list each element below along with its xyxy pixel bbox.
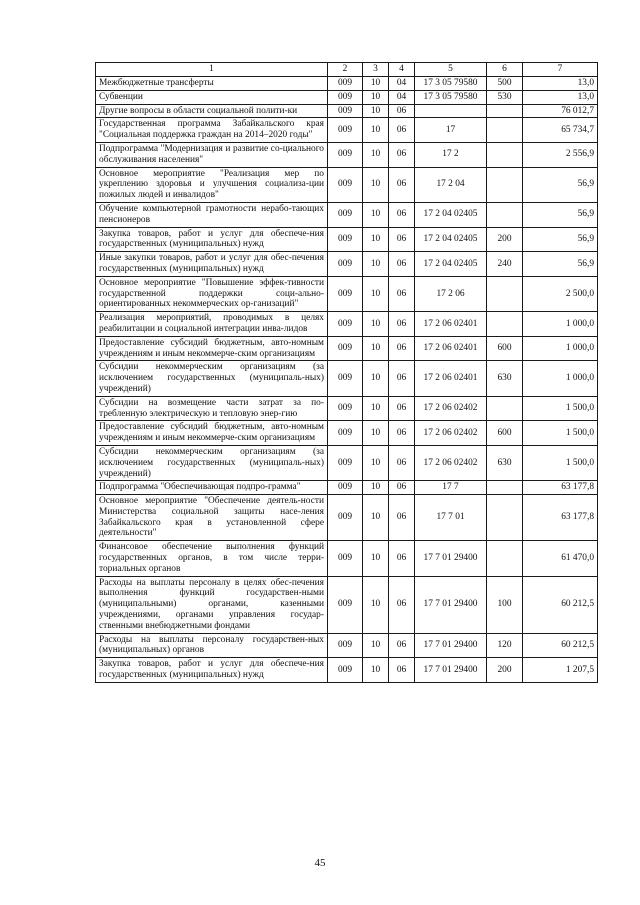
row-expense-type-code: 100 bbox=[487, 576, 523, 633]
row-section-code: 10 bbox=[363, 167, 389, 202]
table-row bbox=[96, 104, 598, 118]
row-subsection-code: 06 bbox=[389, 252, 415, 277]
row-name: Закупка товаров, работ и услуг для обеспече-ния государственных (муниципальных) нужд bbox=[96, 227, 328, 252]
row-amount: 61 470,0 bbox=[523, 541, 598, 576]
row-name: Реализация мероприятий, проводимых в целях реабилитации и социальной интеграции инва-лидов bbox=[96, 312, 328, 337]
row-amount: 56,9 bbox=[523, 202, 598, 227]
row-target-code: 17 7 01 29400 bbox=[415, 576, 487, 633]
row-section-code: 10 bbox=[363, 576, 389, 633]
row-section-code: 10 bbox=[363, 421, 389, 446]
row-subsection-code: 06 bbox=[389, 495, 415, 541]
table-row bbox=[96, 396, 598, 421]
row-ved-code: 009 bbox=[328, 227, 363, 252]
row-amount: 56,9 bbox=[523, 227, 598, 252]
row-target-code: 17 2 04 02405 bbox=[415, 202, 487, 227]
row-section-code: 10 bbox=[363, 227, 389, 252]
row-ved-code: 009 bbox=[328, 336, 363, 361]
row-target-code: 17 2 06 02402 bbox=[415, 421, 487, 446]
table-row bbox=[96, 77, 598, 91]
header-cell-7: 7 bbox=[523, 63, 598, 77]
row-subsection-code: 06 bbox=[389, 276, 415, 311]
row-ved-code: 009 bbox=[328, 312, 363, 337]
row-name: Финансовое обеспечение выполнения функций государственных органов, в том числе терри-ториальных органов bbox=[96, 541, 328, 576]
row-amount: 56,9 bbox=[523, 167, 598, 202]
row-expense-type-code bbox=[487, 541, 523, 576]
row-subsection-code: 06 bbox=[389, 445, 415, 480]
row-name: Расходы на выплаты персоналу государствен-ных (муниципальных) органов bbox=[96, 633, 328, 658]
row-subsection-code: 06 bbox=[389, 361, 415, 396]
table-row bbox=[96, 361, 598, 396]
row-subsection-code: 06 bbox=[389, 142, 415, 167]
row-subsection-code: 06 bbox=[389, 104, 415, 118]
row-name: Основное мероприятие "Обеспечение деятель-ности Министерства социальной защиты насе-ления Забайкальского края в установленной сфере деятельности" bbox=[96, 495, 328, 541]
row-expense-type-code bbox=[487, 202, 523, 227]
row-name: Подпрограмма "Модернизация и развитие со-циального обслуживания населения" bbox=[96, 142, 328, 167]
row-target-code: 17 2 06 02402 bbox=[415, 445, 487, 480]
table-row bbox=[96, 658, 598, 683]
row-name: Субсидии на возмещение части затрат за по-требленную электрическую и тепловую энер-гию bbox=[96, 396, 328, 421]
table-row bbox=[96, 336, 598, 361]
row-subsection-code: 06 bbox=[389, 421, 415, 446]
row-section-code: 10 bbox=[363, 77, 389, 91]
row-ved-code: 009 bbox=[328, 421, 363, 446]
row-name: Субсидии некоммерческим организациям (за исключением государственных (муниципаль-ных) учреждений) bbox=[96, 361, 328, 396]
row-target-code: 17 2 04 02405 bbox=[415, 252, 487, 277]
row-target-code: 17 2 06 02401 bbox=[415, 336, 487, 361]
row-ved-code: 009 bbox=[328, 202, 363, 227]
row-target-code bbox=[415, 104, 487, 118]
row-section-code: 10 bbox=[363, 445, 389, 480]
row-ved-code: 009 bbox=[328, 481, 363, 495]
row-subsection-code: 06 bbox=[389, 312, 415, 337]
row-target-code: 17 2 06 bbox=[415, 276, 487, 311]
row-name: Обучение компьютерной грамотности нерабо-тающих пенсионеров bbox=[96, 202, 328, 227]
row-ved-code: 009 bbox=[328, 495, 363, 541]
row-ved-code: 009 bbox=[328, 167, 363, 202]
row-amount: 1 000,0 bbox=[523, 336, 598, 361]
row-expense-type-code bbox=[487, 276, 523, 311]
header-cell-6: 6 bbox=[487, 63, 523, 77]
row-expense-type-code: 600 bbox=[487, 336, 523, 361]
page-number: 45 bbox=[314, 857, 326, 869]
row-name: Закупка товаров, работ и услуг для обеспече-ния государственных (муниципальных) нужд bbox=[96, 658, 328, 683]
row-expense-type-code: 500 bbox=[487, 77, 523, 91]
row-expense-type-code: 200 bbox=[487, 658, 523, 683]
row-amount: 1 500,0 bbox=[523, 445, 598, 480]
row-subsection-code: 06 bbox=[389, 658, 415, 683]
row-amount: 1 207,5 bbox=[523, 658, 598, 683]
row-section-code: 10 bbox=[363, 633, 389, 658]
row-ved-code: 009 bbox=[328, 276, 363, 311]
row-ved-code: 009 bbox=[328, 142, 363, 167]
table-row bbox=[96, 252, 598, 277]
header-row bbox=[96, 63, 598, 77]
row-amount: 1 500,0 bbox=[523, 396, 598, 421]
row-ved-code: 009 bbox=[328, 633, 363, 658]
row-amount: 13,0 bbox=[523, 77, 598, 91]
row-subsection-code: 06 bbox=[389, 633, 415, 658]
row-subsection-code: 06 bbox=[389, 396, 415, 421]
row-name: Субвенции bbox=[96, 90, 328, 104]
table-row bbox=[96, 541, 598, 576]
row-target-code: 17 3 05 79580 bbox=[415, 77, 487, 91]
table-row bbox=[96, 276, 598, 311]
row-expense-type-code bbox=[487, 481, 523, 495]
header-cell-4: 4 bbox=[389, 63, 415, 77]
row-amount: 13,0 bbox=[523, 90, 598, 104]
row-section-code: 10 bbox=[363, 202, 389, 227]
row-amount: 63 177,8 bbox=[523, 495, 598, 541]
table-row bbox=[96, 90, 598, 104]
row-subsection-code: 06 bbox=[389, 481, 415, 495]
row-section-code: 10 bbox=[363, 396, 389, 421]
row-expense-type-code bbox=[487, 312, 523, 337]
row-target-code: 17 2 04 02405 bbox=[415, 227, 487, 252]
row-section-code: 10 bbox=[363, 361, 389, 396]
table-row bbox=[96, 118, 598, 143]
table-row bbox=[96, 142, 598, 167]
row-target-code: 17 7 01 29400 bbox=[415, 658, 487, 683]
row-target-code: 17 2 06 02402 bbox=[415, 396, 487, 421]
row-amount: 60 212,5 bbox=[523, 633, 598, 658]
row-name: Межбюджетные трансферты bbox=[96, 77, 328, 91]
row-section-code: 10 bbox=[363, 142, 389, 167]
budget-table bbox=[95, 62, 598, 683]
row-subsection-code: 06 bbox=[389, 167, 415, 202]
row-amount: 56,9 bbox=[523, 252, 598, 277]
row-expense-type-code: 630 bbox=[487, 445, 523, 480]
row-amount: 76 012,7 bbox=[523, 104, 598, 118]
row-ved-code: 009 bbox=[328, 541, 363, 576]
row-name: Основное мероприятие "Реализация мер по укреплению здоровья и улучшения социализа-ции пожилых людей и инвалидов" bbox=[96, 167, 328, 202]
row-target-code: 17 7 01 29400 bbox=[415, 541, 487, 576]
table-row bbox=[96, 421, 598, 446]
row-target-code: 17 7 01 29400 bbox=[415, 633, 487, 658]
row-target-code: 17 2 bbox=[415, 142, 487, 167]
row-ved-code: 009 bbox=[328, 252, 363, 277]
header-cell-1: 1 bbox=[96, 63, 328, 77]
row-target-code: 17 7 bbox=[415, 481, 487, 495]
row-ved-code: 009 bbox=[328, 658, 363, 683]
row-ved-code: 009 bbox=[328, 77, 363, 91]
row-section-code: 10 bbox=[363, 312, 389, 337]
table-row bbox=[96, 167, 598, 202]
row-target-code: 17 7 01 bbox=[415, 495, 487, 541]
row-subsection-code: 06 bbox=[389, 118, 415, 143]
row-section-code: 10 bbox=[363, 90, 389, 104]
row-section-code: 10 bbox=[363, 495, 389, 541]
row-expense-type-code bbox=[487, 104, 523, 118]
row-name: Подпрограмма "Обеспечивающая подпро-грамма" bbox=[96, 481, 328, 495]
row-target-code: 17 3 05 79580 bbox=[415, 90, 487, 104]
row-section-code: 10 bbox=[363, 541, 389, 576]
row-section-code: 10 bbox=[363, 252, 389, 277]
row-section-code: 10 bbox=[363, 658, 389, 683]
row-target-code: 17 bbox=[415, 118, 487, 143]
table-row bbox=[96, 312, 598, 337]
row-expense-type-code: 530 bbox=[487, 90, 523, 104]
table-row bbox=[96, 481, 598, 495]
row-name: Субсидии некоммерческим организациям (за исключением государственных (муниципаль-ных) учреждений) bbox=[96, 445, 328, 480]
table-row bbox=[96, 633, 598, 658]
table-row bbox=[96, 227, 598, 252]
row-ved-code: 009 bbox=[328, 445, 363, 480]
row-target-code: 17 2 06 02401 bbox=[415, 312, 487, 337]
row-name: Государственная программа Забайкальского края "Социальная поддержка граждан на 2014–2020 годы" bbox=[96, 118, 328, 143]
row-expense-type-code bbox=[487, 495, 523, 541]
row-section-code: 10 bbox=[363, 276, 389, 311]
row-subsection-code: 04 bbox=[389, 77, 415, 91]
row-name: Иные закупки товаров, работ и услуг для обес-печения государственных (муниципальных) нужд bbox=[96, 252, 328, 277]
row-amount: 1 000,0 bbox=[523, 361, 598, 396]
row-subsection-code: 06 bbox=[389, 576, 415, 633]
row-name: Предоставление субсидий бюджетным, авто-номным учреждениям и иным некоммерче-ским организациям bbox=[96, 336, 328, 361]
row-amount: 60 212,5 bbox=[523, 576, 598, 633]
row-name: Предоставление субсидий бюджетным, авто-номным учреждениям и иным некоммерче-ским организациям bbox=[96, 421, 328, 446]
row-subsection-code: 06 bbox=[389, 227, 415, 252]
row-name: Другие вопросы в области социальной полити-ки bbox=[96, 104, 328, 118]
row-expense-type-code bbox=[487, 142, 523, 167]
row-ved-code: 009 bbox=[328, 361, 363, 396]
row-subsection-code: 06 bbox=[389, 202, 415, 227]
row-target-code: 17 2 04 bbox=[415, 167, 487, 202]
row-target-code: 17 2 06 02401 bbox=[415, 361, 487, 396]
row-name: Основное мероприятие "Повышение эффек-тивности государственной поддержки соци-ально-ориентированных некоммерческих ор-ганизаций" bbox=[96, 276, 328, 311]
row-ved-code: 009 bbox=[328, 104, 363, 118]
row-section-code: 10 bbox=[363, 481, 389, 495]
row-amount: 2 500,0 bbox=[523, 276, 598, 311]
row-subsection-code: 04 bbox=[389, 90, 415, 104]
row-expense-type-code: 240 bbox=[487, 252, 523, 277]
header-cell-2: 2 bbox=[328, 63, 363, 77]
row-ved-code: 009 bbox=[328, 576, 363, 633]
row-section-code: 10 bbox=[363, 336, 389, 361]
row-name: Расходы на выплаты персоналу в целях обес-печения выполнения функций государствен-ными (муниципальными) органами, казенными учреждениями, органами управления государ-ственными внебюджетными фондами bbox=[96, 576, 328, 633]
table-row bbox=[96, 202, 598, 227]
row-ved-code: 009 bbox=[328, 118, 363, 143]
table-row bbox=[96, 445, 598, 480]
row-expense-type-code bbox=[487, 396, 523, 421]
row-expense-type-code: 200 bbox=[487, 227, 523, 252]
header-cell-3: 3 bbox=[363, 63, 389, 77]
row-amount: 1 000,0 bbox=[523, 312, 598, 337]
row-section-code: 10 bbox=[363, 104, 389, 118]
row-amount: 65 734,7 bbox=[523, 118, 598, 143]
row-expense-type-code bbox=[487, 118, 523, 143]
header-cell-5: 5 bbox=[415, 63, 487, 77]
row-subsection-code: 06 bbox=[389, 541, 415, 576]
table-row bbox=[96, 495, 598, 541]
row-subsection-code: 06 bbox=[389, 336, 415, 361]
row-expense-type-code: 120 bbox=[487, 633, 523, 658]
row-amount: 1 500,0 bbox=[523, 421, 598, 446]
row-ved-code: 009 bbox=[328, 396, 363, 421]
row-section-code: 10 bbox=[363, 118, 389, 143]
row-amount: 2 556,9 bbox=[523, 142, 598, 167]
row-expense-type-code: 600 bbox=[487, 421, 523, 446]
row-expense-type-code bbox=[487, 167, 523, 202]
row-amount: 63 177,8 bbox=[523, 481, 598, 495]
row-expense-type-code: 630 bbox=[487, 361, 523, 396]
row-ved-code: 009 bbox=[328, 90, 363, 104]
table-row bbox=[96, 576, 598, 633]
